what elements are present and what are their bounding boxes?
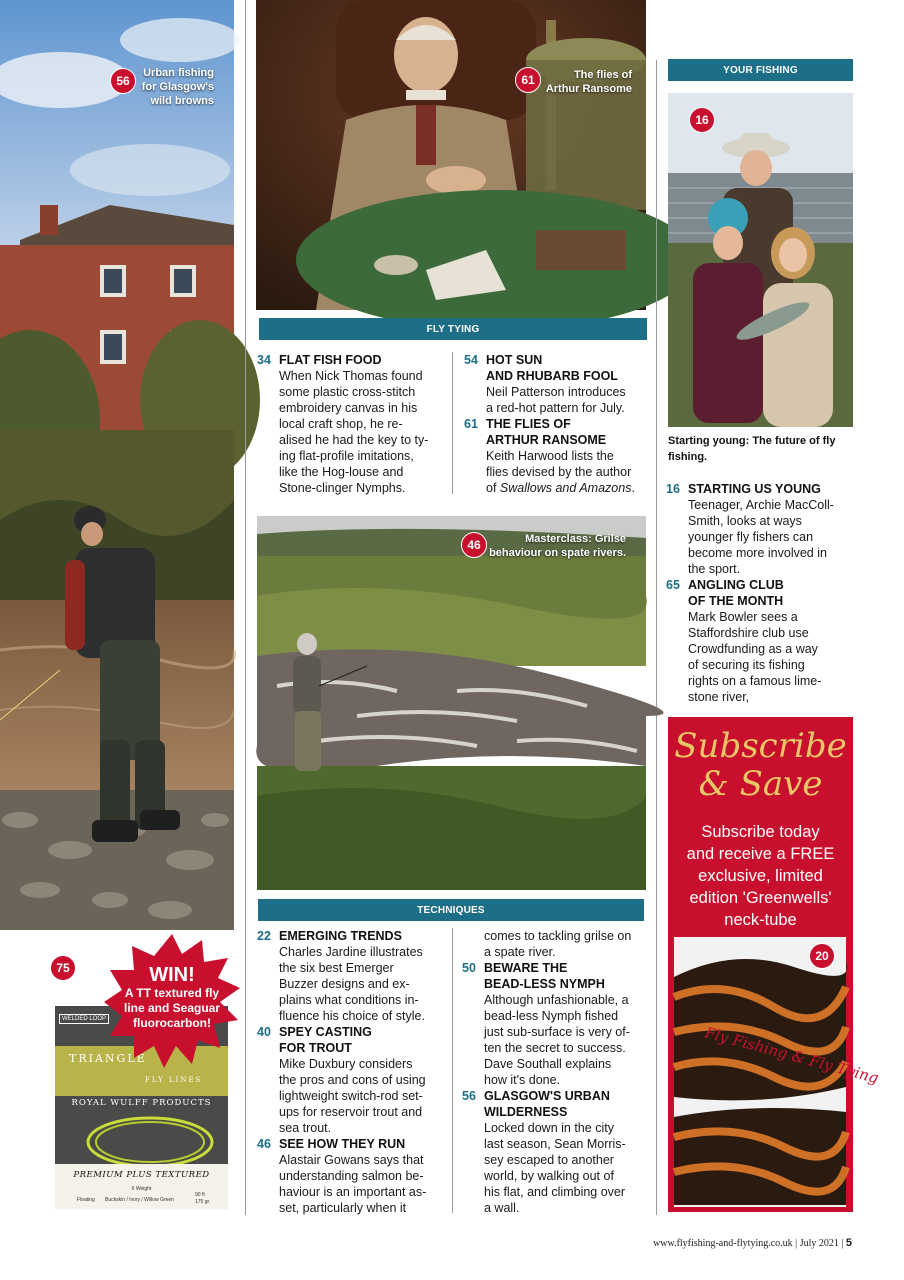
article-50[interactable] xyxy=(462,960,652,1088)
summary-line: last season, Sean Morris- xyxy=(484,1137,626,1151)
article-title: FLAT FISH FOOD xyxy=(279,353,382,367)
techniques-col-left xyxy=(257,928,447,1216)
ransome-painting-illustration xyxy=(256,0,646,310)
title-line: BEAD-LESS NYMPH xyxy=(484,977,605,991)
title-line: ARTHUR RANSOME xyxy=(486,433,607,447)
summary-line: become more involved in xyxy=(688,546,827,560)
book-title: Swallows and Amazons xyxy=(499,481,632,495)
welded-loop-label: WELDED LOOP xyxy=(59,1014,109,1024)
article-page-number: 40 xyxy=(257,1025,271,1039)
subscribe-title xyxy=(668,727,853,803)
grilse-page-badge: 46 xyxy=(461,532,487,558)
article-summary xyxy=(666,497,856,577)
summary-line: the sport. xyxy=(688,562,741,576)
neck-tube-brand-text: Fly Fishing & Fly Tying xyxy=(702,1023,881,1088)
title-line: GLASGOW'S URBAN xyxy=(484,1089,610,1103)
title-line: ANGLING CLUB xyxy=(688,578,784,592)
article-page-number: 34 xyxy=(257,353,271,367)
summary-line: alised he had the key to ty- xyxy=(279,433,429,447)
win-headline: WIN! xyxy=(149,964,195,986)
article-title xyxy=(484,960,652,992)
summary-line: sea trout. xyxy=(279,1121,332,1135)
urban-caption-line: wild browns xyxy=(150,95,214,107)
article-summary xyxy=(257,1056,447,1136)
summary-line: Although unfashionable, a xyxy=(484,993,629,1007)
neck-tube-illustration xyxy=(674,937,881,1207)
article-page-number: 61 xyxy=(464,417,478,431)
subscribe-page-badge: 20 xyxy=(809,943,835,969)
techniques-section-header: TECHNIQUES xyxy=(258,899,644,921)
column-divider xyxy=(656,60,657,1215)
product-weight: 6 Weight xyxy=(131,1186,152,1192)
summary-line: understanding salmon be- xyxy=(279,1169,424,1183)
grilse-caption xyxy=(488,532,626,560)
offer-line: Subscribe today xyxy=(701,823,820,841)
article-title xyxy=(486,416,649,448)
summary-line: Keith Harwood lists the xyxy=(486,449,614,463)
article-summary xyxy=(257,944,447,1024)
ransome-caption-line: The flies of xyxy=(573,69,632,81)
ransome-painting xyxy=(256,0,646,310)
article-page-number: 65 xyxy=(666,578,680,592)
summary-line: comes to tackling grilse on xyxy=(484,929,632,943)
article-summary xyxy=(464,448,649,496)
article-34[interactable] xyxy=(257,352,447,496)
summary-line: some plastic cross-stitch xyxy=(279,385,416,399)
footer-separator: | xyxy=(841,1238,846,1249)
ransome-caption xyxy=(540,68,632,96)
subscribe-panel[interactable] xyxy=(668,717,881,1212)
urban-fishing-illustration xyxy=(0,0,234,930)
summary-line: When Nick Thomas found xyxy=(279,369,423,383)
column-divider xyxy=(452,352,453,494)
summary-line: Staffordshire club use xyxy=(688,626,809,640)
win-line: fluorocarbon! xyxy=(133,1016,211,1030)
urban-fishing-photo xyxy=(0,0,234,930)
summary-line: like the Hog-louse and xyxy=(279,465,404,479)
summary-line: how it's done. xyxy=(484,1073,561,1087)
article-page-number: 16 xyxy=(666,482,680,496)
article-title xyxy=(484,1088,652,1120)
product-spec-taper: Floating xyxy=(77,1197,95,1203)
grilse-photo xyxy=(257,516,646,890)
summary-line: the pros and cons of using xyxy=(279,1073,426,1087)
subscribe-title-line: Subscribe xyxy=(674,726,847,766)
summary-line: Mike Duxbury considers xyxy=(279,1057,413,1071)
article-40[interactable] xyxy=(257,1024,447,1136)
your-fishing-page-badge: 16 xyxy=(689,107,715,133)
article-page-number: 54 xyxy=(464,353,478,367)
caption-line: Starting young: The future of fly xyxy=(668,435,836,447)
grilse-illustration xyxy=(257,516,646,890)
article-summary xyxy=(462,992,652,1088)
product-brand: TRIANGLE xyxy=(69,1052,147,1065)
summary-line: Crowdfunding as a way xyxy=(688,642,818,656)
summary-line: Dave Southall explains xyxy=(484,1057,612,1071)
win-line: line and Seaguar xyxy=(123,1001,221,1015)
summary-line: lightweight switch-rod set- xyxy=(279,1089,423,1103)
summary-line: just sub-surface is very of- xyxy=(484,1025,630,1039)
summary-line: sey escaped to another xyxy=(484,1153,614,1167)
summary-line: of securing its fishing xyxy=(688,658,805,672)
urban-page-badge: 56 xyxy=(110,68,136,94)
article-65[interactable] xyxy=(666,577,856,705)
summary-line: Alastair Gowans says that xyxy=(279,1153,424,1167)
urban-caption-line: Urban fishing xyxy=(143,67,214,79)
your-fishing-caption xyxy=(668,433,858,465)
summary-line: flies devised by the author xyxy=(486,465,632,479)
footer-issue: July 2021 xyxy=(799,1238,839,1249)
article-page-number: 50 xyxy=(462,961,476,975)
summary-line: Teenager, Archie MacColl- xyxy=(688,498,834,512)
summary-line: Buzzer designs and ex- xyxy=(279,977,410,991)
article-46-continued xyxy=(462,928,652,960)
summary-line: Locked down in the city xyxy=(484,1121,614,1135)
summary-line: embroidery canvas in his xyxy=(279,401,418,415)
summary-line: Mark Bowler sees a xyxy=(688,610,798,624)
your-fishing-illustration xyxy=(668,93,853,427)
subscribe-title-line: & Save xyxy=(698,764,823,804)
article-page-number: 56 xyxy=(462,1089,476,1103)
article-title: SEE HOW THEY RUN xyxy=(279,1137,406,1151)
subscribe-offer xyxy=(668,821,853,931)
article-54[interactable] xyxy=(464,352,649,416)
title-line: AND RHUBARB FOOL xyxy=(486,369,618,383)
footer-website[interactable]: www.flyfishing-and-flytying.co.uk xyxy=(653,1238,793,1249)
offer-line: exclusive, limited xyxy=(698,867,823,885)
product-name: PREMIUM PLUS TEXTURED xyxy=(73,1170,210,1180)
summary-line: plains what conditions in- xyxy=(279,993,419,1007)
offer-line: neck-tube xyxy=(724,911,797,929)
summary-line: the six best Emerger xyxy=(279,961,394,975)
your-fishing-photo xyxy=(668,93,853,427)
summary-line: younger fly fishers can xyxy=(688,530,814,544)
product-spec-grains: 175 gr. xyxy=(195,1199,211,1205)
summary-text: . xyxy=(631,481,635,495)
offer-line: and receive a FREE xyxy=(686,845,835,863)
product-fly-lines: FLY LINES xyxy=(145,1076,203,1084)
summary-line: local craft shop, he re- xyxy=(279,417,403,431)
article-summary xyxy=(257,1152,447,1216)
summary-line xyxy=(486,480,649,496)
article-16[interactable] xyxy=(666,481,856,577)
summary-line: Stone-clinger Nymphs. xyxy=(279,481,406,495)
offer-line: edition 'Greenwells' xyxy=(689,889,832,907)
grilse-caption-line: Masterclass: Grilse xyxy=(525,533,626,545)
product-maker: ROYAL WULFF PRODUCTS xyxy=(71,1098,212,1108)
title-line: OF THE MONTH xyxy=(688,594,784,608)
ransome-page-badge: 61 xyxy=(515,67,541,93)
your-fishing-section-header: YOUR FISHING xyxy=(668,59,853,81)
article-summary xyxy=(462,1120,652,1216)
product-label-strip xyxy=(55,1164,228,1209)
summary-line: a red-hot pattern for July. xyxy=(486,401,625,415)
summary-line: ing flat-profile imitations, xyxy=(279,449,414,463)
summary-line: ten the secret to success. xyxy=(484,1041,626,1055)
urban-caption-line: for Glasgow's xyxy=(141,81,214,93)
summary-line: world, by walking out of xyxy=(484,1169,614,1183)
article-61[interactable] xyxy=(464,416,649,496)
fly-tying-section-header: FLY TYING xyxy=(259,318,647,340)
article-22[interactable] xyxy=(257,928,447,1024)
summary-line: bead-less Nymph fished xyxy=(484,1009,619,1023)
win-line: A TT textured fly xyxy=(124,986,220,1000)
title-line: HOT SUN xyxy=(486,353,543,367)
title-line: WILDERNESS xyxy=(484,1105,568,1119)
page-footer xyxy=(642,1237,852,1249)
product-spec-length: 90 ft xyxy=(195,1192,205,1198)
summary-line: set, particularly when it xyxy=(279,1201,407,1215)
win-page-badge: 75 xyxy=(50,955,76,981)
summary-line: a wall. xyxy=(484,1201,520,1215)
article-summary xyxy=(257,368,447,496)
summary-line: Smith, looks at ways xyxy=(688,514,802,528)
summary-text: of xyxy=(486,481,500,495)
summary-line: rights on a famous lime- xyxy=(688,674,822,688)
footer-separator: | xyxy=(795,1238,800,1249)
summary-line: his flat, and climbing over xyxy=(484,1185,626,1199)
title-line: FOR TROUT xyxy=(279,1041,352,1055)
ransome-caption-line: Arthur Ransome xyxy=(545,83,632,95)
grilse-caption-line: behaviour on spate rivers. xyxy=(489,547,626,559)
summary-line: haviour is an important as- xyxy=(279,1185,427,1199)
article-page-number: 46 xyxy=(257,1137,271,1151)
column-divider xyxy=(245,0,246,1215)
summary-line: ups for reservoir trout and xyxy=(279,1105,423,1119)
summary-line: Charles Jardine illustrates xyxy=(279,945,423,959)
article-summary xyxy=(464,384,649,416)
article-summary xyxy=(666,609,856,705)
caption-line: fishing. xyxy=(668,451,708,463)
title-line: SPEY CASTING xyxy=(279,1025,372,1039)
summary-line: stone river, xyxy=(688,690,750,704)
techniques-col-right xyxy=(462,928,652,1216)
article-46[interactable] xyxy=(257,1136,447,1216)
footer-page-number: 5 xyxy=(845,1237,852,1249)
title-line: BEWARE THE xyxy=(484,961,568,975)
your-fishing-articles xyxy=(666,481,856,705)
urban-caption xyxy=(136,66,214,108)
neck-tube-image xyxy=(674,937,881,1207)
article-56[interactable] xyxy=(462,1088,652,1216)
summary-line: fluence his choice of style. xyxy=(279,1009,425,1023)
article-title xyxy=(688,577,856,609)
win-promo-text[interactable] xyxy=(108,964,236,1031)
article-title: EMERGING TRENDS xyxy=(279,929,402,943)
article-page-number: 22 xyxy=(257,929,271,943)
column-divider xyxy=(452,928,453,1213)
summary-line: a spate river. xyxy=(484,945,556,959)
article-title xyxy=(486,352,649,384)
fly-line-coil xyxy=(55,1110,228,1170)
article-title xyxy=(279,1024,447,1056)
product-spec-colours: Buckskin / Ivory / Willow Green xyxy=(105,1197,174,1203)
article-title: STARTING US YOUNG xyxy=(688,482,821,496)
fly-tying-col-right xyxy=(464,352,649,496)
title-line: THE FLIES OF xyxy=(486,417,571,431)
fly-tying-col-left xyxy=(257,352,447,496)
summary-line: Neil Patterson introduces xyxy=(486,385,626,399)
